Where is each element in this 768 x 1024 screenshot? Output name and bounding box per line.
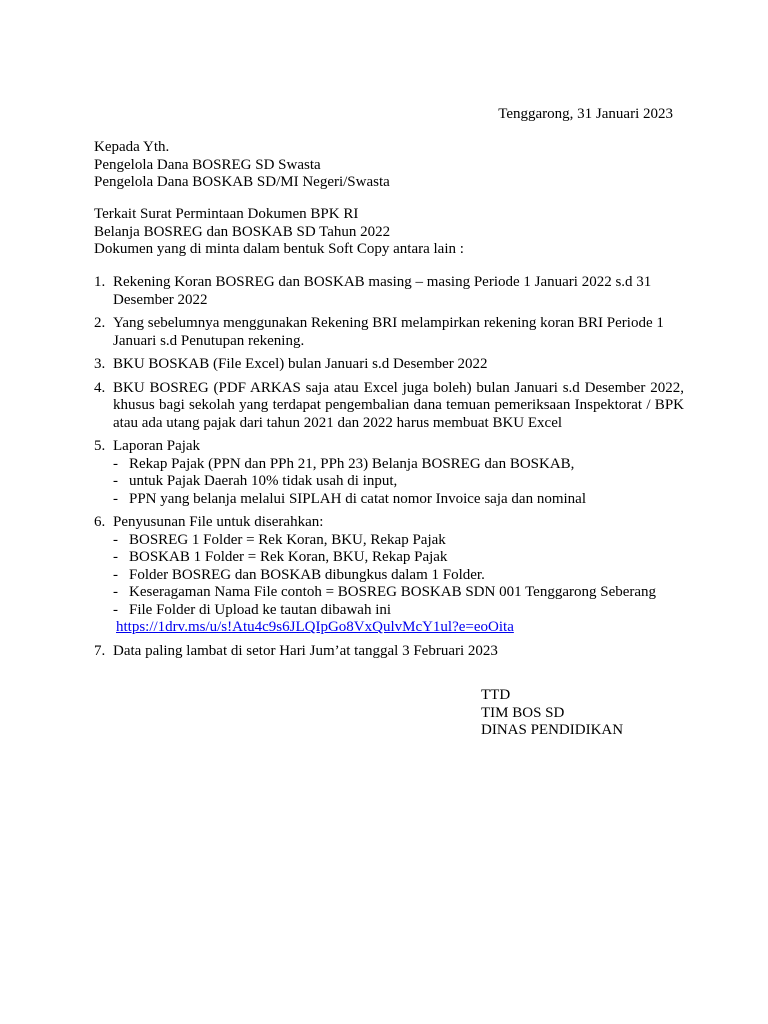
item-text: Rekening Koran BOSREG dan BOSKAB masing – masing Periode 1 Januari 2022 s.d 31 Desember 2022 xyxy=(113,274,652,308)
item-text: Laporan Pajak xyxy=(113,438,201,454)
sub-item-text: Rekap Pajak (PPN dan PPh 21, PPh 23) Belanja BOSREG dan BOSKAB, xyxy=(129,455,575,472)
sub-item-text: File Folder di Upload ke tautan dibawah ini xyxy=(129,601,392,618)
dash-marker: - xyxy=(113,490,118,507)
sub-item-text: Folder BOSREG dan BOSKAB dibungkus dalam 1 Folder. xyxy=(129,566,485,583)
subject-line: Belanja BOSREG dan BOSKAB SD Tahun 2022 xyxy=(94,223,391,240)
item-text: Data paling lambat di setor Hari Jum’at tanggal 3 Februari 2023 xyxy=(113,642,498,659)
upload-link[interactable]: https://1drv.ms/u/s!Atu4c9s6JLQIpGo8VxQulvMcY1ul?e=eoOita xyxy=(116,619,514,635)
sub-item xyxy=(113,584,684,602)
recipient-line: Pengelola Dana BOSKAB SD/MI Negeri/Swasta xyxy=(94,174,390,190)
sub-item xyxy=(113,567,684,585)
sub-item-text: PPN yang belanja melalui SIPLAH di catat nomor Invoice saja dan nominal xyxy=(129,490,586,507)
list-item xyxy=(94,643,684,661)
sub-item xyxy=(113,549,684,567)
list-item xyxy=(94,380,684,433)
sub-item xyxy=(113,456,684,474)
list-item xyxy=(94,514,684,637)
item-text: Penyusunan File untuk diserahkan: xyxy=(113,514,324,530)
dash-marker: - xyxy=(113,531,118,548)
dash-marker: - xyxy=(113,455,118,472)
sub-item-text: BOSKAB 1 Folder = Rek Koran, BKU, Rekap Pajak xyxy=(129,549,448,565)
dash-marker: - xyxy=(113,473,118,489)
item-number: 3. xyxy=(94,356,106,372)
list-item xyxy=(94,274,684,309)
document-list xyxy=(94,274,684,666)
signature-line: TTD xyxy=(481,687,511,703)
sub-item xyxy=(113,532,684,550)
item-number: 2. xyxy=(94,315,106,331)
recipient-line: Kepada Yth. xyxy=(94,139,170,155)
list-item xyxy=(94,438,684,508)
signature-block xyxy=(481,687,623,740)
item-number: 7. xyxy=(94,642,106,659)
place-date: Tenggarong, 31 Januari 2023 xyxy=(498,106,673,122)
sub-item-text: untuk Pajak Daerah 10% tidak usah di input, xyxy=(129,473,398,489)
sub-item xyxy=(113,473,684,491)
subject-line: Terkait Surat Permintaan Dokumen BPK RI xyxy=(94,206,359,222)
item-number: 6. xyxy=(94,514,106,530)
recipient-line: Pengelola Dana BOSREG SD Swasta xyxy=(94,156,321,173)
dash-marker: - xyxy=(113,566,118,583)
subject-block xyxy=(94,206,464,259)
item-text: BKU BOSREG (PDF ARKAS saja atau Excel juga boleh) bulan Januari s.d Desember 2022, khusus bagi sekolah yang terdapat pengembalian dana temuan pemeriksaan Inspektorat / BPK atau ada utang pajak dari tahun 2021 dan 2022 harus membuat BKU Excel xyxy=(113,379,684,431)
signature-line: TIM BOS SD xyxy=(481,704,565,721)
list-item xyxy=(94,356,684,374)
sub-item-text: Keseragaman Nama File contoh = BOSREG BOSKAB SDN 001 Tenggarong Seberang xyxy=(129,584,657,600)
item-text: BKU BOSKAB (File Excel) bulan Januari s.d Desember 2022 xyxy=(113,356,488,372)
dash-marker: - xyxy=(113,601,118,618)
item-number: 5. xyxy=(94,438,106,454)
dash-marker: - xyxy=(113,584,118,600)
subject-line: Dokumen yang di minta dalam bentuk Soft Copy antara lain : xyxy=(94,241,464,257)
recipient-block xyxy=(94,139,390,192)
item-number: 4. xyxy=(94,379,106,396)
sub-item xyxy=(113,602,684,620)
item-text: Yang sebelumnya menggunakan Rekening BRI melampirkan rekening koran BRI Periode 1 Januari s.d Penutupan rekening. xyxy=(113,315,664,349)
sub-item-text: BOSREG 1 Folder = Rek Koran, BKU, Rekap Pajak xyxy=(129,531,446,548)
list-item xyxy=(94,315,684,350)
item-number: 1. xyxy=(94,274,106,290)
sub-item xyxy=(113,491,684,509)
dash-marker: - xyxy=(113,549,118,565)
signature-line: DINAS PENDIDIKAN xyxy=(481,722,624,738)
